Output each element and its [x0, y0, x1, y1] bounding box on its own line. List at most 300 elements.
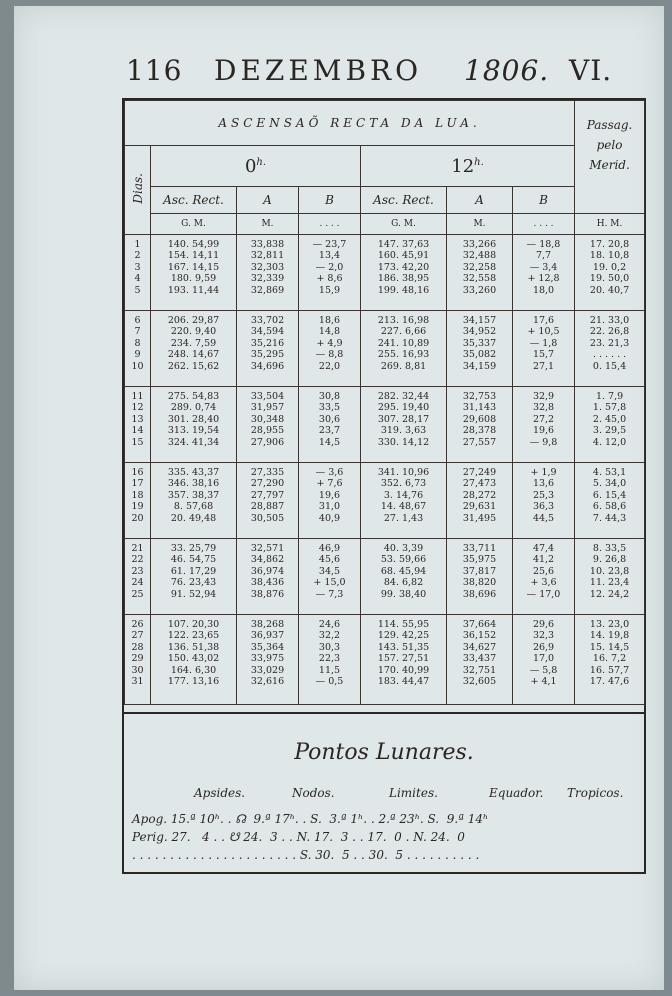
- value-ar0: 220. 9,40: [170, 326, 217, 338]
- value-days: 19: [131, 501, 144, 513]
- cell-b12: [513, 539, 575, 615]
- value-b12: 19,6: [532, 425, 555, 437]
- value-ar12: 227. 6,66: [380, 326, 427, 338]
- unit-m-0: M.: [237, 214, 299, 235]
- value-pass: 12. 24,2: [589, 588, 630, 600]
- cell-b0: [299, 311, 361, 387]
- day-group-row: [125, 235, 645, 311]
- value-ar12: 319. 3,63: [380, 425, 427, 437]
- value-a12: 34,159: [462, 360, 497, 372]
- value-ar0: 357. 38,37: [167, 489, 220, 501]
- value-a0: 34,696: [250, 360, 285, 372]
- value-a0: 27,906: [250, 436, 285, 448]
- value-ar12: 282. 32,44: [377, 391, 430, 402]
- unit-gm-0: G. M.: [151, 214, 237, 235]
- value-b0: 11,5: [318, 664, 341, 676]
- value-ar0: 248. 14,67: [167, 349, 220, 361]
- value-b12: 26,9: [532, 641, 555, 653]
- cell-pass: [575, 235, 645, 311]
- value-a0: 34,862: [250, 554, 285, 566]
- cell-b0: [299, 615, 361, 705]
- cell-b0: [299, 539, 361, 615]
- value-b12: 41,2: [532, 554, 555, 566]
- value-days: 1: [134, 239, 141, 250]
- value-b0: 34,5: [318, 565, 341, 577]
- page-header: [14, 54, 664, 94]
- value-a12: 34,627: [462, 641, 497, 653]
- value-a0: 33,838: [250, 239, 285, 250]
- value-pass: 3. 29,5: [592, 425, 627, 437]
- value-ar0: 301. 28,40: [167, 413, 220, 425]
- lunar-points: [124, 712, 644, 872]
- value-ar12: 330. 14,12: [377, 436, 430, 448]
- value-b12: 17,0: [532, 653, 555, 665]
- value-a0: 33,702: [250, 315, 285, 326]
- value-ar12: 160. 45,91: [377, 250, 430, 262]
- value-b0: 33,5: [318, 402, 341, 414]
- value-a12: 37,817: [462, 565, 497, 577]
- col-a-12: A: [447, 187, 513, 214]
- value-days: 9: [134, 349, 141, 361]
- value-days: 26: [131, 619, 144, 630]
- value-days: 11: [131, 391, 144, 402]
- cell-a0: [237, 387, 299, 463]
- value-a12: 38,820: [462, 577, 497, 589]
- value-ar0: 167. 14,15: [167, 261, 220, 273]
- value-a12: 31,495: [462, 512, 497, 524]
- value-ar12: 213. 16,98: [377, 315, 430, 326]
- value-days: 6: [134, 315, 141, 326]
- value-b0: — 2,0: [315, 261, 344, 273]
- value-pass: 15. 14,5: [589, 641, 630, 653]
- value-days: 21: [131, 543, 144, 554]
- value-ar0: 61. 17,29: [170, 565, 217, 577]
- value-a0: 35,364: [250, 641, 285, 653]
- value-a0: 32,869: [250, 284, 285, 296]
- days-label: Dias.: [130, 173, 145, 204]
- cell-pass: [575, 539, 645, 615]
- value-ar12: 27. 1,43: [383, 512, 424, 524]
- value-a0: 28,955: [250, 425, 285, 437]
- value-a0: 31,957: [250, 402, 285, 414]
- lunar-title: Pontos Lunares.: [294, 740, 474, 765]
- header-nodos: Nodos.: [292, 786, 335, 800]
- cell-b12: [513, 615, 575, 705]
- value-b12: 32,3: [532, 630, 555, 642]
- value-ar0: 177. 13,16: [167, 675, 220, 687]
- value-days: 23: [131, 565, 144, 577]
- value-b0: + 8,6: [316, 273, 343, 285]
- value-b12: 32,9: [532, 391, 555, 402]
- value-ar12: 53. 59,66: [380, 554, 427, 566]
- value-ar12: 129. 42,25: [377, 630, 430, 642]
- value-a0: 30,505: [250, 512, 285, 524]
- almanac-frame: [122, 98, 646, 874]
- cell-ar0: [151, 387, 237, 463]
- value-a12: 32,753: [462, 391, 497, 402]
- table-title: ASCENSAÕ RECTA DA LUA.: [125, 101, 575, 146]
- cell-ar12: [361, 311, 447, 387]
- value-days: 24: [131, 577, 144, 589]
- cell-a0: [237, 539, 299, 615]
- value-days: 29: [131, 653, 144, 665]
- value-ar12: 84. 6,82: [383, 577, 424, 589]
- header-tropicos: Tropicos.: [567, 786, 624, 800]
- value-days: 16: [131, 467, 144, 478]
- cell-b12: [513, 311, 575, 387]
- value-a0: 30,348: [250, 413, 285, 425]
- value-days: 30: [131, 664, 144, 676]
- header-limites: Limites.: [389, 786, 438, 800]
- value-b12: — 17,0: [526, 588, 561, 600]
- value-days: 3: [134, 261, 141, 273]
- header-apsides: Apsides.: [194, 786, 246, 800]
- value-pass: 10. 23,8: [589, 565, 630, 577]
- moon-ascension-table: [124, 100, 645, 705]
- cell-b0: [299, 235, 361, 311]
- value-ar12: 183. 44,47: [377, 675, 430, 687]
- value-b0: — 3,6: [315, 467, 344, 478]
- value-a12: 33,437: [462, 653, 497, 665]
- value-days: 13: [131, 413, 144, 425]
- value-a0: 33,504: [250, 391, 285, 402]
- value-b12: + 4,1: [530, 675, 557, 687]
- value-b12: + 1,9: [530, 467, 557, 478]
- value-a0: 27,797: [250, 489, 285, 501]
- value-ar0: 150. 43,02: [167, 653, 220, 665]
- value-a0: 32,339: [250, 273, 285, 285]
- value-ar0: 140. 54,99: [167, 239, 220, 250]
- cell-b12: [513, 387, 575, 463]
- value-a12: 32,605: [462, 675, 497, 687]
- cell-a12: [447, 387, 513, 463]
- value-ar12: 14. 48,67: [380, 501, 427, 513]
- value-ar0: 289. 0,74: [170, 402, 217, 414]
- value-ar0: 206. 29,87: [167, 315, 220, 326]
- month-roman: VI.: [569, 54, 613, 87]
- value-ar12: 147. 37,63: [377, 239, 430, 250]
- value-pass: . . . . . .: [592, 349, 627, 361]
- month-title: DEZEMBRO: [214, 54, 423, 87]
- value-a12: 29,608: [462, 413, 497, 425]
- value-days: 28: [131, 641, 144, 653]
- value-a12: 31,143: [462, 402, 497, 414]
- col-asc-rect-0: Asc. Rect.: [151, 187, 237, 214]
- value-ar12: 186. 38,95: [377, 273, 430, 285]
- value-a0: 32,303: [250, 261, 285, 273]
- value-days: 12: [131, 402, 144, 414]
- cell-a12: [447, 539, 513, 615]
- value-a12: 32,558: [462, 273, 497, 285]
- value-days: 10: [131, 360, 144, 372]
- value-b0: 46,9: [318, 543, 341, 554]
- value-b0: 30,6: [318, 413, 341, 425]
- value-ar12: 269. 8,81: [380, 360, 427, 372]
- value-b0: 40,9: [318, 512, 341, 524]
- unit-dots-0: . . . .: [299, 214, 361, 235]
- value-a0: 32,571: [250, 543, 285, 554]
- value-b12: + 3,6: [530, 577, 557, 589]
- day-group-row: [125, 463, 645, 539]
- lunar-row-perigee: Perig. 27. 4 . . ☋ 24. 3 . . N. 17. 3 . . 17. 0 . N. 24. 0: [132, 830, 465, 844]
- value-ar0: 8. 57,68: [173, 501, 214, 513]
- value-ar0: 164. 6,30: [170, 664, 217, 676]
- value-b0: 14,8: [318, 326, 341, 338]
- value-pass: 20. 40,7: [589, 284, 630, 296]
- value-a0: 35,216: [250, 337, 285, 349]
- value-days: 18: [131, 489, 144, 501]
- cell-a12: [447, 235, 513, 311]
- days-header: [125, 146, 151, 235]
- col-asc-rect-12: Asc. Rect.: [361, 187, 447, 214]
- value-days: 5: [134, 284, 141, 296]
- value-b0: — 8,8: [315, 349, 344, 361]
- value-days: 4: [134, 273, 141, 285]
- value-b12: 15,7: [532, 349, 555, 361]
- value-b0: 30,3: [318, 641, 341, 653]
- cell-ar0: [151, 615, 237, 705]
- value-ar0: 275. 54,83: [167, 391, 220, 402]
- hour-0-header: $0^{h.}$: [151, 146, 361, 187]
- header-equador: Equador.: [489, 786, 544, 800]
- value-days: 22: [131, 554, 144, 566]
- cell-days: [125, 311, 151, 387]
- value-pass: 1. 57,8: [592, 402, 627, 414]
- value-b12: 44,5: [532, 512, 555, 524]
- cell-days: [125, 387, 151, 463]
- lunar-row-apogee: Apog. 15.ª 10ʰ. . ☊ 9.ª 17ʰ. . S. 3.ª 1ʰ. . 2.ª 23ʰ. S. 9.ª 14ʰ: [132, 812, 489, 826]
- value-ar0: 122. 23,65: [167, 630, 220, 642]
- value-a12: 35,082: [462, 349, 497, 361]
- lunar-row-third: . . . . . . . . . . . . . . . . . . . . . . S. 30. 5 . . 30. 5 . . . . . . . . . .: [132, 848, 480, 862]
- value-pass: 18. 10,8: [589, 250, 630, 262]
- value-a12: 36,152: [462, 630, 497, 642]
- value-b12: — 3,4: [529, 261, 558, 273]
- value-pass: 2. 45,0: [592, 413, 627, 425]
- value-a0: 32,616: [250, 675, 285, 687]
- value-ar12: 295. 19,40: [377, 402, 430, 414]
- value-b12: 7,7: [535, 250, 552, 262]
- value-pass: 13. 23,0: [589, 619, 630, 630]
- value-a12: 33,711: [462, 543, 497, 554]
- cell-days: [125, 463, 151, 539]
- value-a12: 32,751: [462, 664, 497, 676]
- value-a0: 34,594: [250, 326, 285, 338]
- value-a0: 36,937: [250, 630, 285, 642]
- value-a12: 35,337: [462, 337, 497, 349]
- value-ar0: 346. 38,16: [167, 478, 220, 490]
- value-pass: 4. 12,0: [592, 436, 627, 448]
- value-pass: 16. 57,7: [589, 664, 630, 676]
- cell-a12: [447, 311, 513, 387]
- value-days: 14: [131, 425, 144, 437]
- value-pass: 19. 0,2: [592, 261, 627, 273]
- value-ar12: 173. 42,20: [377, 261, 430, 273]
- value-b12: 25,6: [532, 565, 555, 577]
- cell-b0: [299, 463, 361, 539]
- value-days: 17: [131, 478, 144, 490]
- value-a0: 28,887: [250, 501, 285, 513]
- value-a0: 27,290: [250, 478, 285, 490]
- value-ar0: 20. 49,48: [170, 512, 217, 524]
- value-b12: 17,6: [532, 315, 555, 326]
- value-b12: 25,3: [532, 489, 555, 501]
- value-ar0: 46. 54,75: [170, 554, 217, 566]
- cell-ar0: [151, 539, 237, 615]
- value-a12: 35,975: [462, 554, 497, 566]
- value-b12: 36,3: [532, 501, 555, 513]
- value-a0: 36,974: [250, 565, 285, 577]
- value-ar0: 76. 23,43: [170, 577, 217, 589]
- value-b12: — 1,8: [529, 337, 558, 349]
- value-pass: 19. 50,0: [589, 273, 630, 285]
- value-pass: 0. 15,4: [592, 360, 627, 372]
- value-b0: 32,2: [318, 630, 341, 642]
- cell-days: [125, 615, 151, 705]
- cell-a0: [237, 311, 299, 387]
- value-b12: 13,6: [532, 478, 555, 490]
- value-b0: 15,9: [318, 284, 341, 296]
- value-ar0: 136. 51,38: [167, 641, 220, 653]
- cell-days: [125, 235, 151, 311]
- value-a12: 34,157: [462, 315, 497, 326]
- unit-dots-12: . . . .: [513, 214, 575, 235]
- value-b0: 22,3: [318, 653, 341, 665]
- cell-a0: [237, 463, 299, 539]
- cell-b0: [299, 387, 361, 463]
- value-pass: 17. 47,6: [589, 675, 630, 687]
- value-ar12: 143. 51,35: [377, 641, 430, 653]
- value-b12: 18,0: [532, 284, 555, 296]
- year: 1806.: [464, 54, 550, 87]
- value-b0: 30,8: [318, 391, 341, 402]
- value-a12: 27,473: [462, 478, 497, 490]
- cell-b12: [513, 463, 575, 539]
- value-a12: 37,664: [462, 619, 497, 630]
- value-a0: 38,268: [250, 619, 285, 630]
- value-ar12: 3. 14,76: [383, 489, 424, 501]
- value-a12: 27,557: [462, 436, 497, 448]
- cell-ar12: [361, 615, 447, 705]
- cell-pass: [575, 387, 645, 463]
- value-pass: 8. 33,5: [592, 543, 627, 554]
- value-days: 31: [131, 675, 144, 687]
- hour-12-header: $12^{h.}$: [361, 146, 575, 187]
- value-ar12: 40. 3,39: [383, 543, 424, 554]
- value-b0: 14,5: [318, 436, 341, 448]
- value-pass: 5. 34,0: [592, 478, 627, 490]
- cell-pass: [575, 311, 645, 387]
- value-a12: 28,378: [462, 425, 497, 437]
- value-ar0: 33. 25,79: [170, 543, 217, 554]
- value-ar12: 114. 55,95: [377, 619, 430, 630]
- value-pass: 1. 7,9: [595, 391, 624, 402]
- value-ar12: 352. 6,73: [380, 478, 427, 490]
- value-ar12: 68. 45,94: [380, 565, 427, 577]
- value-ar0: 234. 7,59: [170, 337, 217, 349]
- value-b12: 27,2: [532, 413, 555, 425]
- value-ar0: 262. 15,62: [167, 360, 220, 372]
- value-ar12: 170. 40,99: [377, 664, 430, 676]
- cell-ar12: [361, 387, 447, 463]
- value-a12: 32,488: [462, 250, 497, 262]
- value-b0: + 7,6: [316, 478, 343, 490]
- col-b-12: B: [513, 187, 575, 214]
- value-days: 2: [134, 250, 141, 262]
- value-a12: 33,260: [462, 284, 497, 296]
- unit-gm-12: G. M.: [361, 214, 447, 235]
- value-b12: + 12,8: [527, 273, 560, 285]
- value-b12: — 9,8: [529, 436, 558, 448]
- value-a12: 32,258: [462, 261, 497, 273]
- value-b0: — 23,7: [312, 239, 347, 250]
- value-a12: 28,272: [462, 489, 497, 501]
- value-pass: 7. 44,3: [592, 512, 627, 524]
- value-a12: 27,249: [462, 467, 497, 478]
- value-a0: 38,436: [250, 577, 285, 589]
- value-pass: 6. 58,6: [592, 501, 627, 513]
- unit-hm: H. M.: [575, 214, 645, 235]
- value-days: 7: [134, 326, 141, 338]
- value-days: 15: [131, 436, 144, 448]
- passage-header: [575, 101, 645, 214]
- value-a0: 33,975: [250, 653, 285, 665]
- cell-b12: [513, 235, 575, 311]
- cell-pass: [575, 463, 645, 539]
- value-pass: 9. 26,8: [592, 554, 627, 566]
- value-b0: 23,7: [318, 425, 341, 437]
- value-b0: 22,0: [318, 360, 341, 372]
- value-pass: 16. 7,2: [592, 653, 627, 665]
- day-group-row: [125, 539, 645, 615]
- value-a12: 29,631: [462, 501, 497, 513]
- unit-m-12: M.: [447, 214, 513, 235]
- value-pass: 17. 20,8: [589, 239, 630, 250]
- value-a12: 38,696: [462, 588, 497, 600]
- cell-ar0: [151, 311, 237, 387]
- value-ar12: 99. 38,40: [380, 588, 427, 600]
- value-pass: 22. 26,8: [589, 326, 630, 338]
- value-ar12: 341. 10,96: [377, 467, 430, 478]
- cell-a0: [237, 235, 299, 311]
- value-b0: + 15,0: [313, 577, 346, 589]
- page-number: 116: [126, 54, 183, 87]
- day-group-row: [125, 387, 645, 463]
- value-a0: 27,335: [250, 467, 285, 478]
- value-pass: 4. 53,1: [592, 467, 627, 478]
- value-a0: 35,295: [250, 349, 285, 361]
- day-group-row: [125, 615, 645, 705]
- value-ar0: 91. 52,94: [170, 588, 217, 600]
- value-ar0: 324. 41,34: [167, 436, 220, 448]
- cell-days: [125, 539, 151, 615]
- value-b0: 19,6: [318, 489, 341, 501]
- value-ar0: 154. 14,11: [167, 250, 220, 262]
- value-b12: 29,6: [532, 619, 555, 630]
- value-days: 25: [131, 588, 144, 600]
- value-b0: 31,0: [318, 501, 341, 513]
- cell-a12: [447, 463, 513, 539]
- page: [14, 6, 664, 990]
- value-b12: — 18,8: [526, 239, 561, 250]
- value-pass: 11. 23,4: [589, 577, 630, 589]
- table-body: [125, 235, 645, 705]
- value-b0: 13,4: [318, 250, 341, 262]
- passage-label-1: Passag.: [586, 118, 633, 132]
- value-ar12: 255. 16,93: [377, 349, 430, 361]
- value-ar12: 157. 27,51: [377, 653, 430, 665]
- value-days: 8: [134, 337, 141, 349]
